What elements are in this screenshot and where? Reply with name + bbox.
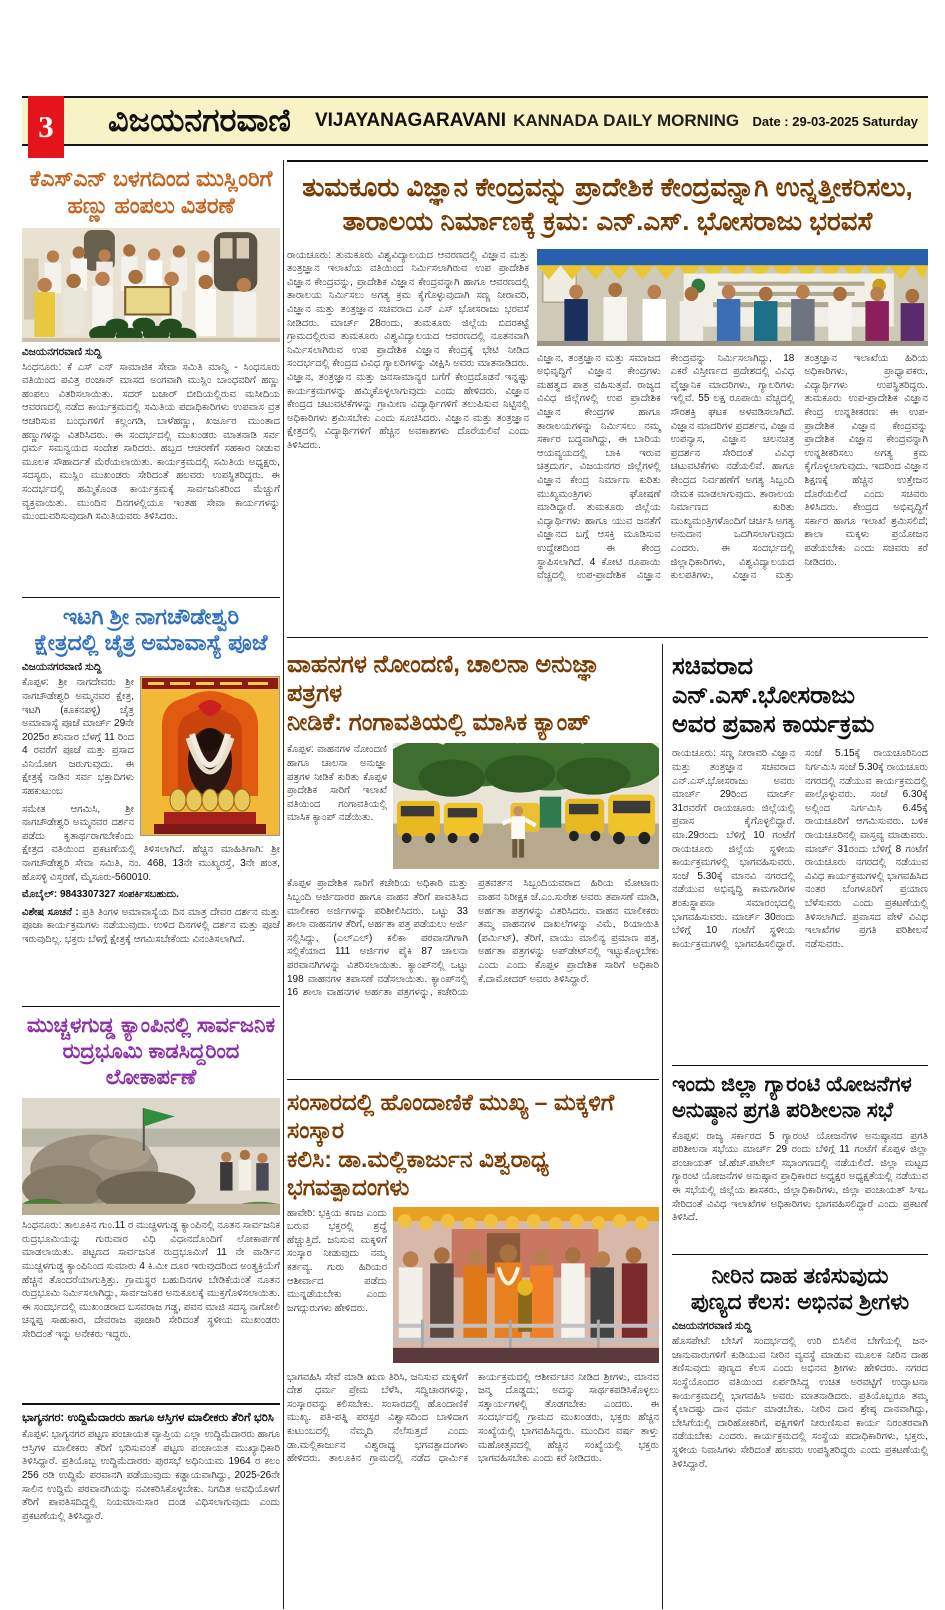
divider	[287, 637, 928, 638]
page-content	[22, 160, 928, 1609]
article-science-centre	[287, 160, 928, 631]
deity-photo-image	[140, 676, 280, 836]
temple-note	[22, 906, 280, 947]
page-number-badge	[28, 96, 64, 158]
science-body	[287, 249, 928, 631]
family-body-side: ಹಾವೇರಿ: ಭಕ್ತಿಯ ಕಣಜ ಎಂದು ಬರುವ ಭಕ್ತರಲ್ಲಿ ಶ್ರದ್ಧೆ ಹೆಚ್ಚುತ್ತಿದೆ. ಜನಿಸುವ ಮಕ್ಕಳಿಗೆ ಸಂಸ್ಕಾರ ನೀಡುವುದು ನಮ್ಮ ಕರ್ತವ್ಯ. ಗುರು ಹಿರಿಯರ ಆಶೀರ್ವಾದ ಪಡೆದು ಮುನ್ನಡೆಯಬೇಕು ಎಂದು ಜಗದ್ಗುರುಗಳು ಹೇಳಿದರು.	[287, 1207, 387, 1314]
divider	[672, 1254, 928, 1255]
temple-headline: ಇಟಗಿ ಶ್ರೀ ನಾಗಚೌಡೇಶ್ವರಿ ಕ್ಷೇತ್ರದಲ್ಲಿ ಚೈತ್ರ ಅಮಾವಾಸ್ಯೆ ಪೂಜೆ	[34, 603, 268, 656]
cemetery-photo-image	[22, 1098, 280, 1215]
divider	[287, 1079, 659, 1080]
family-row	[287, 1207, 659, 1365]
divider	[22, 1006, 280, 1007]
vehicle-headline: ವಾಹನಗಳ ನೋಂದಣಿ, ಚಾಲನಾ ಅನುಜ್ಞಾ ಪತ್ರಗಳ ನೀಡಿಕೆ: ಗಂಗಾವತಿಯಲ್ಲಿ ಮಾಸಿಕ ಕ್ಯಾಂಪ್	[287, 650, 601, 737]
divider	[22, 597, 280, 598]
article-minister-tour	[672, 652, 928, 1060]
temple-byline: ವಿಜಯನಗರವಾಣಿ ಸುದ್ದಿ	[22, 661, 102, 674]
vehicle-photo	[393, 743, 659, 869]
article-fruit-distribution	[22, 166, 280, 591]
masthead	[22, 96, 928, 146]
science-body-cols: ವಿಜ್ಞಾನ, ತಂತ್ರಜ್ಞಾನ ಮತ್ತು ಸಮಾಜದ ಅಭಿವೃದ್ಧಿಗೆ ವಿಜ್ಞಾನ ಕೇಂದ್ರಗಳು ಮಹತ್ವದ ಪಾತ್ರ ವಹಿಸುತ್ತವೆ. ರಾಜ್ಯದ ವಿವಿಧ ಜಿಲ್ಲೆಗಳಲ್ಲಿ ಉಪ ಪ್ರಾದೇಶಿಕ ವಿಜ್ಞಾನ ಕೇಂದ್ರಗಳ ಹಾಗೂ ತಾರಾಲಯಗಳನ್ನು ನಿರ್ಮಿಸಲು ನಮ್ಮ ಸರ್ಕಾರ ಬದ್ಧವಾಗಿದ್ದು, ಈ ಬಾರಿಯ ಆಯವ್ಯಯದಲ್ಲಿ ಬಾಕಿ ಇರುವ ಚಿತ್ರದುರ್ಗ, ವಿಜಯನಗರ ಜಿಲ್ಲೆಗಳಲ್ಲಿ ವಿಜ್ಞಾನ ಕೇಂದ್ರ ನಿರ್ಮಾಣ ಕುರಿತು ಮುಖ್ಯಮಂತ್ರಿಗಳು ಘೋಷಣೆ ಮಾಡಿದ್ದಾರೆ. ತುಮಕೂರು ಜಿಲ್ಲೆಯ ವಿದ್ಯಾರ್ಥಿಗಳು ಹಾಗೂ ಯುವ ಜನತೆಗೆ ವಿಜ್ಞಾನದ ಬಗ್ಗೆ ಆಸಕ್ತಿ ಮೂಡಿಸುವ ಉದ್ದೇಶದಿಂದ ಈ ಕೇಂದ್ರ ಸ್ಥಾಪಿಸಲಾಗಿದೆ. 4 ಕೋಟಿ ರೂಪಾಯಿ ವೆಚ್ಚದಲ್ಲಿ ಉಪ-ಪ್ರಾದೇಶಿಕ ವಿಜ್ಞಾನ ಕೇಂದ್ರವನ್ನು ನಿರ್ಮಿಸಲಾಗಿದ್ದು, 18 ಎಕರೆ ವಿಸ್ತೀರ್ಣದ ಪ್ರದೇಶದಲ್ಲಿ ವಿವಿಧ ವೈಜ್ಞಾನಿಕ ಮಾದರಿಗಳು, ಗ್ಯಾಲರಿಗಳು ಇಲ್ಲಿವೆ. 55 ಲಕ್ಷ ರೂಪಾಯಿ ವೆಚ್ಚದಲ್ಲಿ ಸೌರಶಕ್ತಿ ಘಟಕ ಅಳವಡಿಸಲಾಗಿದೆ. ವಿಜ್ಞಾನ ಮಾದರಿಗಳ ಪ್ರದರ್ಶನ, ವಿಜ್ಞಾನ ಉಪನ್ಯಾಸ, ವಿಜ್ಞಾನ ಚಲನಚಿತ್ರ ಪ್ರದರ್ಶನ ಸೇರಿದಂತೆ ವಿವಿಧ ಚಟುವಟಿಕೆಗಳು ನಡೆಯಲಿವೆ. ಹಾಗೂ ಕೇಂದ್ರದ ನಿರ್ವಹಣೆಗೆ ಅಗತ್ಯ ಸಿಬ್ಬಂದಿ ನೇಮಕ ಮಾಡಲಾಗುವುದು. ತಾರಾಲಯ ನಿರ್ಮಾಣದ ಕುರಿತು ಮುಖ್ಯಮಂತ್ರಿಗಳೊಂದಿಗೆ ಚರ್ಚಿಸಿ ಅಗತ್ಯ ಅನುದಾನ ಒದಗಿಸಲಾಗುವುದು ಎಂದರು. ಈ ಸಂದರ್ಭದಲ್ಲಿ ಜಿಲ್ಲಾಧಿಕಾರಿಗಳು, ವಿಶ್ವವಿದ್ಯಾಲಯದ ಕುಲಪತಿಗಳು, ವಿಜ್ಞಾನ ಮತ್ತು ತಂತ್ರಜ್ಞಾನ ಇಲಾಖೆಯ ಹಿರಿಯ ಅಧಿಕಾರಿಗಳು, ಪ್ರಾಧ್ಯಾಪಕರು, ವಿದ್ಯಾರ್ಥಿಗಳು ಉಪಸ್ಥಿತರಿದ್ದರು. ತುಮಕೂರು ಉಪ-ಪ್ರಾದೇಶಿಕ ವಿಜ್ಞಾನ ಕೇಂದ್ರ ಉನ್ನತೀಕರಣ: ಈ ಉಪ-ಪ್ರಾದೇಶಿಕ ವಿಜ್ಞಾನ ಕೇಂದ್ರವನ್ನು ಪ್ರಾದೇಶಿಕ ವಿಜ್ಞಾನ ಕೇಂದ್ರವನ್ನಾಗಿ ಉನ್ನತೀಕರಿಸಲು ಅಗತ್ಯ ಕ್ರಮ ಕೈಗೊಳ್ಳಲಾಗುವುದು. ಇದರಿಂದ ವಿಜ್ಞಾನ ಶಿಕ್ಷಣಕ್ಕೆ ಹೆಚ್ಚಿನ ಉತ್ತೇಜನ ದೊರೆಯಲಿದೆ ಎಂದು ಸಚಿವರು ತಿಳಿಸಿದರು. ಕೇಂದ್ರದ ಅಭಿವೃದ್ಧಿಗೆ ಸರ್ಕಾರ ಹಾಗೂ ಇಲಾಖೆ ಶ್ರಮಿಸಲಿದೆ; ಶಾಲಾ ಮಕ್ಕಳು ಪ್ರಯೋಜನ ಪಡೆಯಬೇಕು ಎಂದು ಸಚಿವರು ಕರೆ ನೀಡಿದರು.	[537, 352, 928, 582]
family-body-cols: ಭಾಗವಹಿಸಿ ಸೇವೆ ಮಾಡಿ ಋಣ ತಿರಿಸಿ, ಜನಿಸುವ ಮಕ್ಕಳಿಗೆ ದೇಶ ಧರ್ಮ ಪ್ರೇಮ ಬೆಳೆಸಿ, ಸದ್ವಿಚಾರಗಳನ್ನು, ಸಂಸ್ಕಾರವನ್ನು ಕಲಿಸಬೇಕು. ಸಂಸಾರದಲ್ಲಿ ಹೊಂದಾಣಿಕೆ ಮುಖ್ಯ. ಪತಿ-ಪತ್ನಿ ಪರಸ್ಪರ ವಿಶ್ವಾಸದಿಂದ ಬಾಳಿದಾಗ ಕುಟುಂಬದಲ್ಲಿ ನೆಮ್ಮದಿ ನೆಲೆಸುತ್ತದೆ ಎಂದು ಡಾ.ಮಲ್ಲಿಕಾರ್ಜುನ ವಿಶ್ವರಾಧ್ಯ ಭಗವತ್ಪಾದಂಗಳು ಹೇಳಿದರು. ತಾಲೂಕಿನ ಗ್ರಾಮದಲ್ಲಿ ನಡೆದ ಧಾರ್ಮಿಕ ಕಾರ್ಯಕ್ರಮದಲ್ಲಿ ಆಶೀರ್ವಚನ ನೀಡಿದ ಶ್ರೀಗಳು, ಮಾನವ ಜನ್ಮ ದೊಡ್ಡದು; ಅದನ್ನು ಸಾರ್ಥಕಪಡಿಸಿಕೊಳ್ಳಲು ಸತ್ಕಾರ್ಯಗಳಲ್ಲಿ ತೊಡಗಬೇಕು ಎಂದರು. ಈ ಸಂದರ್ಭದಲ್ಲಿ ಗ್ರಾಮದ ಮುಖಂಡರು, ಭಕ್ತರು ಹೆಚ್ಚಿನ ಸಂಖ್ಯೆಯಲ್ಲಿ ಭಾಗವಹಿಸಿದ್ದರು. ಮುಂದಿನ ವರ್ಷ ತಾಳ್ತು ಮಹೋತ್ಸವದಲ್ಲಿ ಹೆಚ್ಚಿನ ಸಂಖ್ಯೆಯಲ್ಲಿ ಭಕ್ತರು ಭಾಗವಹಿಸಬೇಕು ಎಂದು ಕರೆ ನೀಡಿದರು.	[287, 1371, 659, 1465]
vehicle-photo-image	[393, 743, 659, 869]
temple-body-p2: ಸಮೇತ ಆಗಮಿಸಿ, ಶ್ರೀ ನಾಗಚೌಡೇಶ್ವರಿ ಅಮ್ಮನವರ ದರ್ಶನ ಪಡೆದು ಕೃತಾರ್ಥರಾಗಬೇಕೆಂದು ಕ್ಷೇತ್ರದ ವತಿಯಿಂದ ಪ್ರಕಟಣೆಯಲ್ಲಿ ತಿಳಿಸಲಾಗಿದೆ. ಹೆಚ್ಚಿನ ಮಾಹಿತಿಗಾಗಿ: ಶ್ರೀ ನಾಗಚೌಡೇಶ್ವರಿ ಸೇವಾ ಸಮಿತಿ, ನಂ. 468, 13ನೇ ಮುಖ್ಯರಸ್ತೆ, 3ನೇ ಹಂತ, ಹೊಸಳ್ಳಿ ವಿಸ್ತರಣೆ, ಮೈಸೂರು-560010.	[22, 803, 280, 883]
cemetery-photo	[22, 1098, 280, 1215]
divider	[672, 1065, 928, 1066]
fruit-headline: ಕೆಎಸ್‌ಎನ್ ಬಳಗದಿಂದ ಮುಸ್ಲಿಂರಿಗೆ ಹಣ್ಣು ಹಂಪಲು ವಿತರಣೆ	[29, 166, 273, 218]
article-guarantee-meeting	[672, 1072, 928, 1247]
article-temple-pooja	[22, 604, 280, 1001]
article-water-charity	[672, 1263, 928, 1548]
page-number: 3	[38, 109, 54, 144]
divider	[22, 1403, 280, 1405]
science-photo-image	[537, 249, 928, 346]
vehicle-body-cols: ಕೊಪ್ಪಳ ಪ್ರಾದೇಶಿಕ ಸಾರಿಗೆ ಕಚೇರಿಯ ಅಧಿಕಾರಿ ಮತ್ತು ಸಿಬ್ಬಂದಿ ಅರ್ಜಿದಾರರ ಹಾಗೂ ವಾಹನ ತೆರಿಗೆ ಪಾವತಿಸಿದ ಮಾಲೀಕರ ಅರ್ಜಿಗಳನ್ನು ಪರಿಶೀಲಿಸಿದರು. ಒಟ್ಟು 33 ಶಾಲಾ ವಾಹನಗಳ ತೆರಿಗೆ, ಅರ್ಹತಾ ಪತ್ರ ಪಡೆಯಲು ಅರ್ಜಿ ಸಲ್ಲಿಸಿದ್ದು, (ಎಲ್‌ಎಲ್) ಕಲಿಕಾ ಪರವಾನಗಿಗಾಗಿ ಸಲ್ಲಿಕೆಯಾದ 111 ಅರ್ಜಿಗಳ ಪೈಕಿ 87 ಚಾಲನಾ ಪರವಾನಗಿಗಳನ್ನು ವಿತರಿಸಲಾಯಿತು. ಕ್ಯಾಂಪ್‌ನಲ್ಲಿ ಒಟ್ಟು 198 ವಾಹನಗಳ ತಪಾಸಣೆ ನಡೆಸಲಾಯಿತು. ಕ್ಯಾಂಪ್‌ನಲ್ಲಿ 16 ಶಾಲಾ ವಾಹನಗಳ ಅರ್ಹತಾ ಪತ್ರಗಳನ್ನು, ಕಚೇರಿಯ ಪ್ರತವರ್ತನ ಸಿಬ್ಬಂದಿಯವರಾದ ಹಿರಿಯ ಮೋಟಾರು ವಾಹನ ನಿರೀಕ್ಷಕ ಜೆ.ಎಂ.ಸುರೇಶ ಅವರು ತಪಾಸಣೆ ಮಾಡಿ, ಅರ್ಹತಾ ಪತ್ರಗಳನ್ನು ವಿತರಿಸಿದರು. ವಾಹನ ಮಾಲೀಕರು ತಮ್ಮ ವಾಹನಗಳ ದಾಖಲೆಗಳನ್ನು ವಿಮೆ, ರಿಯಾಯಿತಿ (ಪರ್ಮಿಟ್), ತೆರಿಗೆ, ವಾಯು ಮಾಲಿನ್ಯ ಪ್ರಮಾಣ ಪತ್ರ, ಅರ್ಹತಾ ಪತ್ರಗಳನ್ನು ಅಪ್‌ಡೇಟ್‌ನಲ್ಲಿ ಇಟ್ಟುಕೊಳ್ಳಬೇಕು ಎಂದು ಎಂದು ಕೊಪ್ಪಳ ಪ್ರಾದೇಶಿಕ ಸಾರಿಗೆ ಅಧಿಕಾರಿ ಕೆ.ದಾಮೋದರ್ ಅವರು ತಿಳಿಸಿದ್ದಾರೆ.	[287, 878, 659, 999]
fruit-body-text: ಸಿಂಧನೂರು: ಕೆ ಎಸ್ ಎನ್ ಸಾಮಾಜಿಕ ಸೇವಾ ಸಮಿತಿ ಮಾನ್ವಿ - ಸಿಂಧನೂರು ವತಿಯಿಂದ ಪವಿತ್ರ ರಂಜಾನ್ ಮಾಸದ ಅಂಗವಾಗಿ ಮುಸ್ಲಿಂ ಬಾಂಧವರಿಗೆ ಹಣ್ಣು ಹಂಪಲು ವಿತರಿಸಲಾಯಿತು. ಸದರ್ ಬಜಾರ್ ಬೀದಿಯಲ್ಲಿರುವ ಮಸೀದಿಯ ಆವರಣದಲ್ಲಿ ನಡೆದ ಕಾರ್ಯಕ್ರಮದಲ್ಲಿ ಸಮಿತಿಯ ಪದಾಧಿಕಾರಿಗಳು ಉಪವಾಸ ವ್ರತ ಆಚರಿಸುವ ಬಂಧುಗಳಿಗೆ ಕಲ್ಲಂಗಡಿ, ಬಾಳೆಹಣ್ಣು, ಖರ್ಜೂರ ಮುಂತಾದ ಹಣ್ಣುಗಳನ್ನು ವಿತರಿಸಿದರು. ಈ ಸಂದರ್ಭದಲ್ಲಿ ಮುಖಂಡರು ಮಾತನಾಡಿ ಸರ್ವ ಧರ್ಮ ಸಮನ್ವಯದ ಸಂದೇಶ ಸಾರಿದರು. ಹಬ್ಬದ ಆಚರಣೆಗೆ ಸಹಕಾರ ನೀಡುವ ಮೂಲಕ ಸೌಹಾರ್ದತೆ ಮೆರೆಯಲಾಯಿತು. ಕಾರ್ಯಕ್ರಮದಲ್ಲಿ ಸಮಿತಿಯ ಅಧ್ಯಕ್ಷರು, ಸದಸ್ಯರು, ಮುಸ್ಲಿಂ ಮುಖಂಡರು ಸೇರಿದಂತೆ ಹಲವರು ಉಪಸ್ಥಿತರಿದ್ದರು. ಈ ಸಂದರ್ಭದಲ್ಲಿ ಹಮ್ಮಿಕೊಂಡ ಕಾರ್ಯಕ್ರಮಕ್ಕೆ ಸಾರ್ವಜನಿಕರಿಂದ ಮೆಚ್ಚುಗೆ ವ್ಯಕ್ತವಾಯಿತು. ಮುಂದಿನ ದಿನಗಳಲ್ಲಿಯೂ ಇಂತಹ ಸೇವಾ ಕಾರ್ಯಗಳನ್ನು ಮುಂದುವರಿಸುವುದಾಗಿ ಸಮಿತಿಯವರು ತಿಳಿಸಿದರು.	[22, 361, 280, 523]
cemetery-headline: ಮುಚ್ಚಳಗುಡ್ಡ ಕ್ಯಾಂಪಿನಲ್ಲಿ ಸಾರ್ವಜನಿಕ ರುದ್ರಭೂಮಿ ಕಾಡಸಿದ್ದರಿಂದ ಲೋಕಾರ್ಪಣೆ	[26, 1014, 276, 1089]
masthead-date: Date : 29-03-2025 Saturday	[752, 113, 918, 129]
tax-body-text: ಕೊಪ್ಪಳ: ಭಾಗ್ಯನಗರ ಪಟ್ಟಣ ಪಂಚಾಯತ ವ್ಯಾಪ್ತಿಯ ಎಲ್ಲಾ ಉದ್ದಿಮೆದಾರರು ಹಾಗೂ ಆಸ್ತಿಗಳ ಮಾಲೀಕರು ತೆರಿಗೆ ಭರಿಸುವಂತೆ ಪಟ್ಟಣ ಪಂಚಾಯತ ಮುಖ್ಯಾಧಿಕಾರಿ ತಿಳಿಸಿದ್ದಾರೆ. ಪ್ರತಿಯೊಬ್ಬ ಉದ್ದಿಮೆದಾರರು ಪುರಸಭೆ ಅಧಿನಿಯಮ 1964 ರ ಕಲಂ 256 ರಡಿ ಉದ್ದಿಮೆ ಪರವಾನಗಿ ಪಡೆಯುವುದು ಕಡ್ಡಾಯವಾಗಿದ್ದು, 2025-26ನೇ ಸಾಲಿನ ಉದ್ದಿಮೆ ಪರವಾನಗಿಯನ್ನು ನವೀಕರಿಸಿಕೊಳ್ಳಬೇಕು. ನಿಗದಿತ ಅವಧಿಯೊಳಗೆ ತೆರಿಗೆ ಪಾವತಿಸದಿದ್ದಲ್ಲಿ ನಿಯಮಾನುಸಾರ ದಂಡ ವಿಧಿಸಲಾಗುವುದು ಎಂದು ಪ್ರಕಟಣೆಯಲ್ಲಿ ತಿಳಿಸಿದ್ದಾರೆ.	[22, 1429, 280, 1522]
middle-column	[287, 644, 659, 1609]
article-family-sanskara	[287, 1088, 659, 1608]
minister-body-text: ರಾಯಚೂರು: ಸಣ್ಣ ನೀರಾವರಿ ವಿಜ್ಞಾನ ಮತ್ತು ತಂತ್ರಜ್ಞಾನ ಸಚಿವರಾದ ಎನ್.ಎಸ್.ಭೋಸರಾಜು ಅವರು ಮಾರ್ಚ್ 29ರಿಂದ ಮಾರ್ಚ್ 31ರವರೆಗೆ ರಾಯಚೂರು ಜಿಲ್ಲೆಯಲ್ಲಿ ಪ್ರವಾಸ ಕೈಗೊಳ್ಳಲಿದ್ದಾರೆ. ಮಾ.29ರಂದು ಬೆಳಿಗ್ಗೆ 10 ಗಂಟೆಗೆ ರಾಯಚೂರು ಜಿಲ್ಲೆಯ ಸ್ಥಳೀಯ ಕಾರ್ಯಕ್ರಮಗಳಲ್ಲಿ ಭಾಗವಹಿಸುವರು. ಸಂಜೆ 5.30ಕ್ಕೆ ಮಾನವಿ ನಗರದಲ್ಲಿ ನಡೆಯುವ ಅಭಿವೃದ್ಧಿ ಕಾಮಗಾರಿಗಳ ಶಂಕುಸ್ಥಾಪನಾ ಸಮಾರಂಭದಲ್ಲಿ ಭಾಗವಹಿಸುವರು. ಮಾರ್ಚ್ 30ರಂದು ಬೆಳಿಗ್ಗೆ 10 ಗಂಟೆಗೆ ಸ್ಥಳೀಯ ಕಾರ್ಯಕ್ರಮಗಳಲ್ಲಿ ಭಾಗವಹಿಸಲಿದ್ದಾರೆ. ಸಂಜೆ 5.15ಕ್ಕೆ ರಾಯಚೂರಿನಿಂದ ನಿರ್ಗಮಿಸಿ ಸಂಜೆ 5.30ಕ್ಕೆ ರಾಯಚೂರು ನಗರದಲ್ಲಿ ನಡೆಯುವ ಕಾರ್ಯಕ್ರಮದಲ್ಲಿ ಪಾಲ್ಗೊಳ್ಳುವರು. ಸಂಜೆ 6.30ಕ್ಕೆ ಅಲ್ಲಿಂದ ನಿರ್ಗಮಿಸಿ 6.45ಕ್ಕೆ ರಾಯಚೂರಿಗೆ ಆಗಮಿಸುವರು. ಬಳಿಕ ರಾಯಚೂರಿನಲ್ಲಿ ವಾಸ್ತವ್ಯ ಮಾಡುವರು. ಮಾರ್ಚ್ 31ರಂದು ಬೆಳಿಗ್ಗೆ 8 ಗಂಟೆಗೆ ರಾಯಚೂರು ನಗರದಲ್ಲಿ ನಡೆಯುವ ವಿವಿಧ ಕಾರ್ಯಕ್ರಮಗಳಲ್ಲಿ ಭಾಗವಹಿಸಿದ ನಂತರ ಬೆಂಗಳೂರಿಗೆ ಪ್ರಯಾಣ ಬೆಳೆಸುವರು ಎಂದು ಪ್ರಕಟಣೆಯಲ್ಲಿ ತಿಳಿಸಲಾಗಿದೆ. ಪ್ರವಾಸದ ವೇಳೆ ವಿವಿಧ ಇಲಾಖೆಗಳ ಪ್ರಗತಿ ಪರಿಶೀಲನೆ ನಡೆಸುವರು.	[672, 748, 928, 950]
newspaper-page	[22, 96, 928, 1609]
water-byline: ವಿಜಯನಗರವಾಣಿ ಸುದ್ದಿ	[672, 1320, 752, 1333]
column-rule	[662, 644, 663, 1609]
temple-note-label: ವಿಶೇಷ ಸೂಚನೆ :	[22, 906, 83, 918]
vehicle-body-side: ಕೊಪ್ಪಳ: ವಾಹನಗಳ ನೋಂದಣಿ ಹಾಗೂ ಚಾಲನಾ ಅನುಜ್ಞಾ ಪತ್ರಗಳ ನೀಡಿಕೆ ಕುರಿತು ಕೊಪ್ಪಳ ಪ್ರಾದೇಶಿಕ ಸಾರಿಗೆ ಇಲಾಖೆ ವತಿಯಿಂದ ಗಂಗಾವತಿಯಲ್ಲಿ ಮಾಸಿಕ ಕ್ಯಾಂಪ್ ನಡೆಯಿತು.	[287, 744, 387, 824]
temple-body-text	[22, 676, 280, 1000]
masthead-tagline: KANNADA DAILY MORNING	[513, 111, 740, 130]
temple-note-text: ಪ್ರತಿ ತಿಂಗಳ ಅಮಾವಾಸ್ಯೆಯ ದಿನ ಮಾತ್ರ ದೇವರ ದರ್ಶನ ಮತ್ತು ಪೂಜಾ ಕಾರ್ಯಕ್ರಮಗಳು ನಡೆಯುವುದು. ಉಳಿದ ದಿನಗಳಲ್ಲಿ ದರ್ಶನ ಮತ್ತು ಪೂಜೆ ಇರುವುದಿಲ್ಲ. ಭಕ್ತರು ಬೆಳಗ್ಗೆ ಕ್ಷೇತ್ರಕ್ಕೆ ಆಗಮಿಸಬೇಕೆಂದು ವಿನಂತಿಸಲಾಗಿದೆ.	[22, 906, 280, 945]
left-column	[22, 160, 280, 1609]
masthead-title-kannada: ವಿಜಯನಗರವಾಣಿ	[108, 102, 291, 138]
fruit-distribution-photo	[22, 228, 280, 342]
family-headline: ಸಂಸಾರದಲ್ಲಿ ಹೊಂದಾಣಿಕೆ ಮುಖ್ಯ – ಮಕ್ಕಳಿಗೆ ಸಂಸ್ಕಾರ ಕಲಿಸಿ: ಡಾ.ಮಲ್ಲಿಕಾರ್ಜುನ ವಿಶ್ವರಾಧ್ಯ ಭಗವತ್ಪಾದಂಗಳು	[287, 1089, 615, 1200]
masthead-title-english: VIJAYANAGARAVANI	[314, 110, 507, 131]
guarantee-headline: ಇಂದು ಜಿಲ್ಲಾ ಗ್ಯಾರಂಟಿ ಯೋಜನೆಗಳ ಅನುಷ್ಠಾನ ಪ್ರಗತಿ ಪರಿಶೀಲನಾ ಸಭೆ	[672, 1073, 912, 1123]
article-tax-notice	[22, 1411, 280, 1538]
family-photo	[393, 1207, 659, 1363]
science-body-col1: ರಾಯಚೂರು: ತುಮಕೂರು ವಿಶ್ವವಿದ್ಯಾಲಯದ ಆವರಣದಲ್ಲಿ ವಿಜ್ಞಾನ ಮತ್ತು ತಂತ್ರಜ್ಞಾನ ಇಲಾಖೆಯ ವತಿಯಿಂದ ನಿರ್ಮಿಸಲಾಗಿರುವ ಉಪ ಪ್ರಾದೇಶಿಕ ವಿಜ್ಞಾನ ಕೇಂದ್ರವನ್ನು, ಪ್ರಾದೇಶಿಕ ವಿಜ್ಞಾನ ಕೇಂದ್ರವನ್ನಾಗಿ ಹಾಗೂ ಆವರಣದಲ್ಲಿ ತಾರಾಲಯ ನಿರ್ಮಿಸಲು ಅಗತ್ಯ ಕ್ರಮ ಕೈಗೊಳ್ಳುವುದಾಗಿ ಸಣ್ಣ ನೀರಾವರಿ, ವಿಜ್ಞಾನ ಮತ್ತು ತಂತ್ರಜ್ಞಾನ ಸಚಿವರಾದ ಎನ್ ಎಸ್ ಭೋಸರಾಜು ಭರವಸೆ ನೀಡಿದರು. ಮಾರ್ಚ್ 28ರಂದು, ತುಮಕೂರು ಜಿಲ್ಲೆಯ ಬಿದರಕಟ್ಟೆ ಗ್ರಾಮದಲ್ಲಿರುವ ತುಮಕೂರು ವಿಶ್ವವಿದ್ಯಾಲಯದ ಆವರಣದಲ್ಲಿ ನೂತನವಾಗಿ ನಿರ್ಮಿಸಲಾಗಿರುವ ಉಪ ಪ್ರಾದೇಶಿಕ ವಿಜ್ಞಾನ ಕೇಂದ್ರಕ್ಕೆ ಭೇಟಿ ನೀಡಿದ ಸಂದರ್ಭದಲ್ಲಿ ಕೇಂದ್ರದ ವಿವಿಧ ಗ್ಯಾಲರಿಗಳನ್ನು ವೀಕ್ಷಿಸಿ ಅವರು ಮಾತನಾಡಿದರು. ವಿಜ್ಞಾನ, ತಂತ್ರಜ್ಞಾನ ಮತ್ತು ಜನಸಾಮಾನ್ಯರ ಬಗೆಗೆ ಕೇಂದ್ರದೊಡನೆ ಇನ್ನಷ್ಟು ಕಾರ್ಯಕ್ರಮಗಳನ್ನು ಹಮ್ಮಿಕೊಳ್ಳಲಾಗುವುದು ಎಂದು ಹೇಳಿದರು. ವಿಜ್ಞಾನ ಕೇಂದ್ರದ ಚಟುವಟಿಕೆಗಳನ್ನು ಗ್ರಾಮೀಣ ವಿದ್ಯಾರ್ಥಿಗಳಿಗೆ ತಲುಪಿಸುವ ನಿಟ್ಟಿನಲ್ಲಿ ಅಧಿಕಾರಿಗಳು ಶ್ರಮಿಸಬೇಕು ಎಂದು ಸೂಚಿಸಿದರು. ವಿಜ್ಞಾನ ಮತ್ತು ತಂತ್ರಜ್ಞಾನ ಕ್ಷೇತ್ರದಲ್ಲಿ ವಿದ್ಯಾರ್ಥಿಗಳಿಗೆ ಹೆಚ್ಚಿನ ಅವಕಾಶಗಳು ದೊರೆಯಲಿವೆ ಎಂದು ತಿಳಿಸಿದರು.	[287, 249, 529, 451]
deity-photo	[140, 676, 280, 836]
tax-headline: ಭಾಗ್ಯನಗರ: ಉದ್ದಿಮೆದಾರರು ಹಾಗೂ ಆಸ್ತಿಗಳ ಮಾಲೀಕರು ತೆರಿಗೆ ಭರಿಸಿ	[22, 1412, 274, 1425]
science-headline: ತುಮಕೂರು ವಿಜ್ಞಾನ ಕೇಂದ್ರವನ್ನು ಪ್ರಾದೇಶಿಕ ಕೇಂದ್ರವನ್ನಾಗಿ ಉನ್ನತ್ತೀಕರಿಸಲು, ತಾರಾಲಯ ನಿರ್ಮಾಣಕ್ಕೆ ಕ್ರಮ: ಎನ್.ಎಸ್. ಭೋಸರಾಜು ಭರವಸೆ	[302, 172, 913, 237]
right-column	[666, 644, 928, 1609]
main-column	[287, 160, 928, 1609]
fruit-byline: ವಿಜಯನಗರವಾಣಿ ಸುದ್ದಿ	[22, 345, 102, 358]
article-cemetery	[22, 1013, 280, 1397]
guarantee-body-text: ಕೊಪ್ಪಳ: ರಾಜ್ಯ ಸರ್ಕಾರದ 5 ಗ್ಯಾರಂಟಿ ಯೋಜನೆಗಳ ಅನುಷ್ಠಾನದ ಪ್ರಗತಿ ಪರಿಶೀಲನಾ ಸಭೆಯು ಮಾರ್ಚ್ 29 ರಂದು ಬೆಳಿಗ್ಗೆ 11 ಗಂಟೆಗೆ ಕೊಪ್ಪಳ ಜಿಲ್ಲಾ ಪಂಚಾಯತ್ ಜೆ.ಹೆಚ್.ಪಟೇಲ್ ಸಭಾಂಗಣದಲ್ಲಿ ನಡೆಯಲಿದೆ. ಜಿಲ್ಲಾ ಮಟ್ಟದ ಗ್ಯಾರಂಟಿ ಯೋಜನೆಗಳ ಅನುಷ್ಠಾನ ಪ್ರಾಧಿಕಾರದ ಅಧ್ಯಕ್ಷರ ಅಧ್ಯಕ್ಷತೆಯಲ್ಲಿ ನಡೆಯುವ ಈ ಸಭೆಯಲ್ಲಿ ಜಿಲ್ಲೆಯ ಶಾಸಕರು, ಜಿಲ್ಲಾಧಿಕಾರಿಗಳು, ಜಿಲ್ಲಾ ಪಂಚಾಯತ್ ಸಿಇಒ ಸೇರಿದಂತೆ ವಿವಿಧ ಇಲಾಖೆಗಳ ಅಧಿಕಾರಿಗಳು ಭಾಗವಹಿಸಲಿದ್ದಾರೆ ಎಂದು ಪ್ರಕಟಣೆ ತಿಳಿಸಿದೆ.	[672, 1130, 928, 1224]
minister-headline: ಸಚಿವರಾದ ಎನ್.ಎಸ್.ಭೋಸರಾಜು ಅವರ ಪ್ರವಾಸ ಕಾರ್ಯಕ್ರಮ	[672, 652, 875, 739]
article-vehicle-camp	[287, 650, 659, 1074]
column-rule	[283, 160, 284, 1609]
water-body-text: ಹೊಸಪೇಟೆ: ಬೇಸಿಗೆ ಸಂದರ್ಭದಲ್ಲಿ ಉರಿ ಬಿಸಿಲಿನ ಬೇಗೆಯಲ್ಲಿ ಜನ-ಜಾನುವಾರುಗಳಿಗೆ ಕುಡಿಯುವ ನೀರಿನ ವ್ಯವಸ್ಥೆ ಮಾಡುವ ಮೂಲಕ ನೀರಿನ ದಾಹ ತಣಿಸುವುದು ಪುಣ್ಯದ ಕೆಲಸ ಎಂದು ಅಭಿನವ ಶ್ರೀಗಳು ಹೇಳಿದರು. ನಗರದ ಸಂಸ್ಥೆಯೊಂದರ ವತಿಯಿಂದ ಏರ್ಪಡಿಸಿದ್ದ ಉಚಿತ ಅರವಟ್ಟಿಗೆ ಉದ್ಘಾಟನಾ ಕಾರ್ಯಕ್ರಮದಲ್ಲಿ ಭಾಗವಹಿಸಿ ಅವರು ಮಾತನಾಡಿದರು. ಪ್ರತಿಯೊಬ್ಬರೂ ತಮ್ಮ ಕೈಲಾದಷ್ಟು ದಾನ ಧರ್ಮ ಮಾಡಬೇಕು. ನೀರಿನ ದಾನ ಶ್ರೇಷ್ಠ ದಾನವಾಗಿದ್ದು, ಬೇಸಿಗೆಯಲ್ಲಿ ದಾರಿಹೋಕರಿಗೆ, ಪಕ್ಷಿಗಳಿಗೆ ನೀರುಣಿಸುವ ಕಾರ್ಯ ನಿರಂತರವಾಗಿ ನಡೆಯಬೇಕು ಎಂದರು. ಕಾರ್ಯಕ್ರಮದಲ್ಲಿ ಸಂಸ್ಥೆಯ ಪದಾಧಿಕಾರಿಗಳು, ಭಕ್ತರು, ಸ್ಥಳೀಯ ನಿವಾಸಿಗಳು ಸೇರಿದಂತೆ ಹಲವರು ಉಪಸ್ಥಿತರಿದ್ದರು ಎಂದು ಪ್ರಕಟಣೆಯಲ್ಲಿ ತಿಳಿಸಿದ್ದಾರೆ.	[672, 1336, 928, 1470]
vehicle-row	[287, 743, 659, 871]
temple-body-p1: ಕೊಪ್ಪಳ: ಶ್ರೀ ನಾಗದೇವರು ಶ್ರೀ ನಾಗಚೌಡೇಶ್ವರಿ ಅಮ್ಮನವರ ಕ್ಷೇತ್ರ, ಇಟಗಿ (ಕೂಕನಪಳ್ಳಿ) ಚೈತ್ರ ಅಮಾವಾಸ್ಯೆ ಪೂಜೆ ಮಾರ್ಚ್ 29ನೇ 2025ರ ಶನಿವಾರ ಬೆಳಗ್ಗೆ 11 ರಿಂದ 4 ರವರೆಗೆ ಪೂಜೆ ಮತ್ತು ಪ್ರಸಾದ ವಿನಿಯೋಗ ಜರುಗುವುದು. ಈ ಕ್ಷೇತ್ರಕ್ಕೆ ನಾಡಿನ ಸರ್ವ ಭಕ್ತಾದಿಗಳು ಸಹಕುಟುಂಬ	[22, 677, 134, 798]
temple-contact: ಮೊಬೈಲ್: 9843307327 ಸಂಪರ್ಕಿಸಬಹುದು.	[22, 889, 179, 901]
fruit-photo-image	[22, 228, 280, 342]
family-photo-image	[393, 1207, 659, 1363]
water-headline: ನೀರಿನ ದಾಹ ತಣಿಸುವುದು ಪುಣ್ಯದ ಕೆಲಸ: ಅಭಿನವ ಶ್ರೀಗಳು	[690, 1262, 910, 1315]
science-photo	[537, 249, 928, 346]
science-right-area	[537, 249, 928, 631]
lower-section	[287, 644, 928, 1609]
cemetery-body-text: ಸಿಂಧನೂರು: ತಾಲೂಕಿನ ಗುಂ.11 ರ ಮುಚ್ಚಳಗುಡ್ಡ ಕ್ಯಾಂಪಿನಲ್ಲಿ ನೂತನ ಸಾರ್ವಜನಿಕ ರುದ್ರಭೂಮಿಯನ್ನು ಗುರುವಾರ ವಿಧಿ ವಿಧಾನದೊಂದಿಗೆ ಲೋಕಾರ್ಪಣೆ ಮಾಡಲಾಯಿತು. ಪಟ್ಟಣದ ಸಾರ್ವಜನಿಕ ರುದ್ರಭೂಮಿಗೆ 11 ನೇ ವಾರ್ಡಿನ ಮುಚ್ಚಳಗುಡ್ಡ ಕ್ಯಾಂಪಿನಿಂದ ಸುಮಾರು 4 ಕಿ.ಮೀ ದೂರ ಇರುವುದರಿಂದ ಅಂತ್ಯಕ್ರಿಯೆಗೆ ಹೆಚ್ಚಿನ ತೊಂದರೆಯಾಗುತ್ತಿತ್ತು. ಗ್ರಾಮಸ್ಥರ ಬಹುದಿನಗಳ ಬೇಡಿಕೆಯಂತೆ ನೂತನ ರುದ್ರಭೂಮಿ ನಿರ್ಮಿಸಲಾಗಿದ್ದು, ಸಾರ್ವಜನಿಕರ ಅನುಕೂಲಕ್ಕೆ ಮುಕ್ತಗೊಳಿಸಲಾಯಿತು. ಈ ಸಂದರ್ಭದಲ್ಲಿ ಮುಖಂಡರಾದ ಬಸವರಾಜ ಗಡ್ಡ, ಪವನ ಮಾಜಿ ಸದಸ್ಯ ನಾಗೋಲಿ ಚನ್ನಪ್ಪ ಸಾಹುಕಾರ, ದೇವರಾಜ ಪೂಜಾರಿ ಸೇರಿದಂತೆ ಸ್ಥಳೀಯ ಮುಖಂಡರು ಸೇರಿದಂತೆ ಇನ್ನು ಅನೇಕರು ಇದ್ದರು.	[22, 1220, 280, 1340]
